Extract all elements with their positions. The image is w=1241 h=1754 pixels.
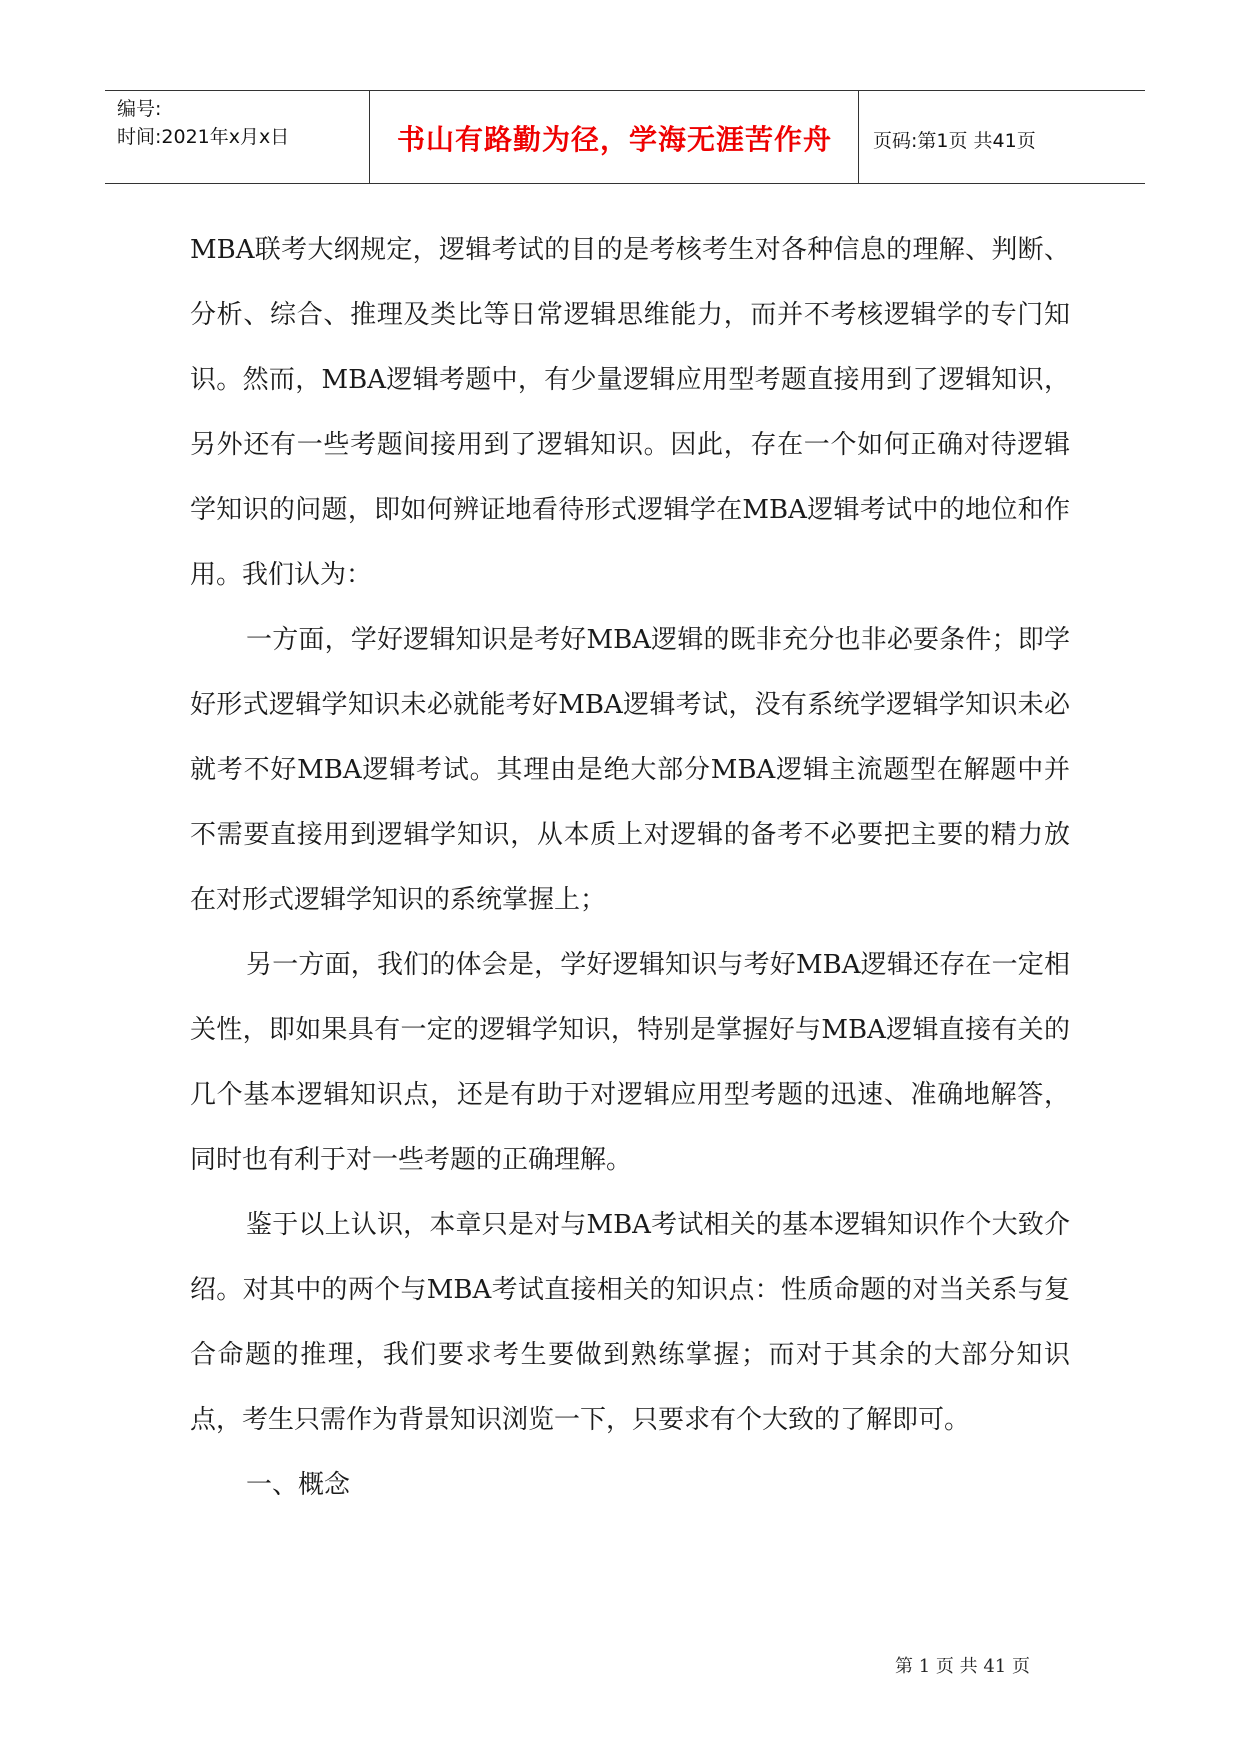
paragraph-first-aspect: 一方面，学好逻辑知识是考好MBA逻辑的既非充分也非必要条件；即学好形式逻辑学知识未必就能考好MBA逻辑考试，没有系统学逻辑学知识未必就考不好MBA逻辑考试。其理由是绝大部分MBA逻辑主流题型在解题中并不需要直接用到逻辑学知识，从本质上对逻辑的备考不必要把主要的精力放在对形式逻辑学知识的系统掌握上； — [190, 625, 1070, 915]
header-page-info: 页码:第1页 共41页 — [873, 130, 1036, 152]
header-meta — [117, 91, 372, 183]
section-heading: 一、概念 — [246, 1470, 351, 1500]
number-label: 编号: — [117, 98, 162, 120]
paragraph-intro: MBA联考大纲规定，逻辑考试的目的是考核考生对各种信息的理解、判断、分析、综合、推理及类比等日常逻辑思维能力，而并不考核逻辑学的专门知识。然而，MBA逻辑考题中，有少量逻辑应用型考题直接用到了逻辑知识，另外还有一些考题间接用到了逻辑知识。因此，存在一个如何正确对待逻辑学知识的问题，即如何辨证地看待形式逻辑学在MBA逻辑考试中的地位和作用。我们认为： — [190, 235, 1070, 590]
header-motto: 书山有路勤为径，学海无涯苦作舟 — [396, 123, 832, 156]
header-divider-right — [858, 91, 859, 183]
header-divider-left — [369, 91, 370, 183]
paragraph-second-aspect: 另一方面，我们的体会是，学好逻辑知识与考好MBA逻辑还存在一定相关性，即如果具有一定的逻辑学知识，特别是掌握好与MBA逻辑直接有关的几个基本逻辑知识点，还是有助于对逻辑应用型考题的迅速、准确地解答，同时也有利于对一些考题的正确理解。 — [190, 950, 1070, 1175]
page-header — [105, 90, 1145, 184]
paragraph-summary: 鉴于以上认识，本章只是对与MBA考试相关的基本逻辑知识作个大致介绍。对其中的两个与MBA考试直接相关的知识点：性质命题的对当关系与复合命题的推理，我们要求考生要做到熟练掌握；而对于其余的大部分知识点，考生只需作为背景知识浏览一下，只要求有个大致的了解即可。 — [190, 1210, 1070, 1435]
document-body — [190, 218, 1070, 1518]
page-footer: 第 1 页 共 41 页 — [895, 1656, 1030, 1677]
time-label: 时间:2021年x月x日 — [117, 126, 290, 148]
